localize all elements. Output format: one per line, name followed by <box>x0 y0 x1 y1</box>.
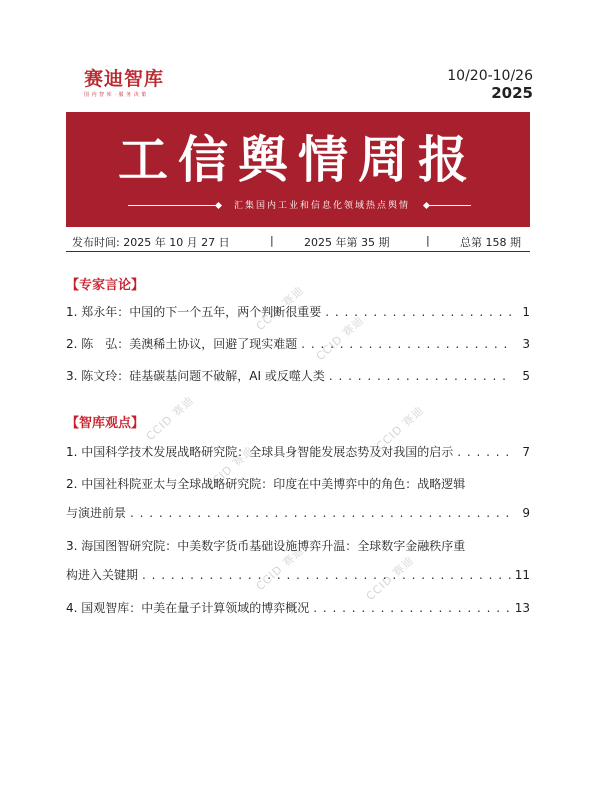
toc-leader <box>301 336 512 353</box>
banner-right-rule <box>426 205 471 206</box>
toc-item[interactable] <box>66 476 530 522</box>
watermark: CCID 赛迪 <box>363 553 417 604</box>
report-banner <box>66 112 530 227</box>
toc-item[interactable] <box>66 304 530 321</box>
toc-item[interactable] <box>66 444 530 461</box>
logo-name: 赛迪智库 <box>84 68 165 90</box>
watermark: CCID 赛迪 <box>143 393 197 444</box>
toc-item-title: 3. 海国图智研究院：中美数字货币基础设施博弈升温：全球数字金融秩序重 <box>66 539 466 553</box>
report-subtitle: 汇集国内工业和信息化领域热点舆情 <box>233 201 410 211</box>
toc-item-title-cont: 构进入关键期 <box>66 568 139 582</box>
toc-item-title: 1. 郑永年：中国的下一个五年，两个判断很重要 <box>66 305 322 319</box>
toc-leader <box>325 304 512 321</box>
toc-item-title-cont: 与演进前景 <box>66 506 127 520</box>
toc-page-number: 1 <box>522 305 530 319</box>
report-title: 工信舆情周报 <box>118 130 478 189</box>
issue-number: 2025 年第 35 期 <box>304 236 390 249</box>
toc-leader <box>457 444 512 461</box>
ccid-logo <box>84 68 164 98</box>
watermark: CCID 赛迪 <box>253 283 307 334</box>
toc-page-number: 5 <box>522 369 530 383</box>
toc-item[interactable] <box>66 336 530 353</box>
toc-page-number: 13 <box>514 601 530 615</box>
logo-tagline: 国 内 智 库 · 服 务 决 策 <box>84 92 147 98</box>
section-title-thinktank: 【智库观点】 <box>66 416 145 431</box>
watermark: CCID 赛迪 <box>313 313 367 364</box>
toc-item-title: 3. 陈文玲：硅基碳基问题不破解，AI 或反噬人类 <box>66 369 325 383</box>
watermark: CCID 赛迪 <box>373 403 427 454</box>
toc-item[interactable] <box>66 538 530 584</box>
date-range-text: 10/20-10/26 <box>447 68 533 84</box>
toc-leader <box>130 505 512 522</box>
toc-page-number: 7 <box>522 445 530 459</box>
toc-page-number: 9 <box>522 506 530 520</box>
toc-item-title: 4. 国观智库：中美在量子计算领域的博弈概况 <box>66 601 310 615</box>
toc-leader <box>142 567 511 584</box>
watermark: CCID 赛迪 <box>203 443 257 494</box>
section-title-expert: 【专家言论】 <box>66 278 145 293</box>
toc-leader <box>313 600 510 617</box>
publish-date: 发布时间: 2025 年 10 月 27 日 <box>72 236 230 249</box>
toc-item-title: 2. 中国社科院亚太与全球战略研究院：印度在中美博弈中的角色：战略逻辑 <box>66 477 466 491</box>
toc-page-number: 3 <box>522 337 530 351</box>
issue-divider <box>66 251 530 252</box>
toc-item-title: 1. 中国科学技术发展战略研究院：全球具身智能发展态势及对我国的启示 <box>66 445 454 459</box>
watermark: CCID 赛迪 <box>253 543 307 594</box>
date-range <box>447 68 533 102</box>
toc-leader <box>329 368 512 385</box>
toc-item[interactable] <box>66 600 530 617</box>
issue-separator: | <box>426 234 430 247</box>
issue-separator: | <box>270 234 274 247</box>
banner-left-rule <box>128 205 218 206</box>
toc-item-title: 2. 陈 弘：美澳稀土协议，回避了现实难题 <box>66 337 298 351</box>
date-range-year: 2025 <box>491 84 533 102</box>
issue-total: 总第 158 期 <box>460 236 521 249</box>
toc-page-number: 11 <box>514 568 530 582</box>
toc-item[interactable] <box>66 368 530 385</box>
